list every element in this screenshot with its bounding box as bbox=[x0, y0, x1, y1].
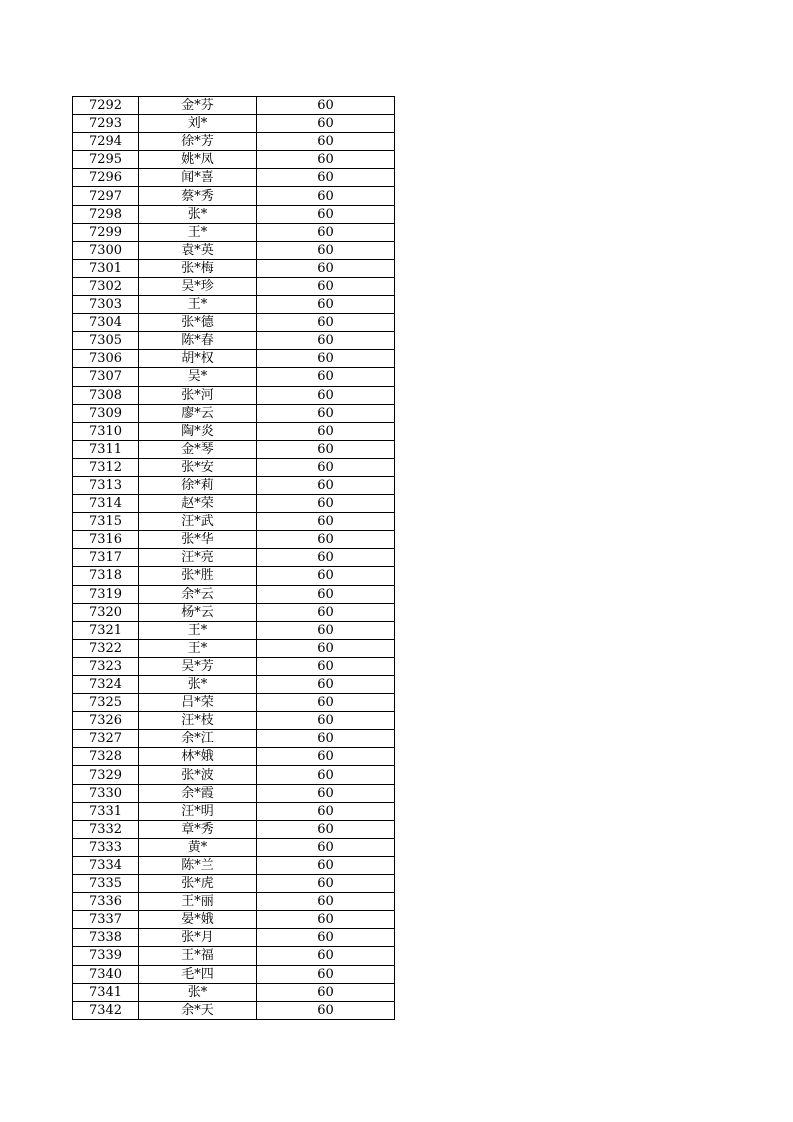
table-row bbox=[73, 766, 395, 784]
row-id-cell: 7321 bbox=[73, 621, 139, 639]
row-id-cell: 7296 bbox=[73, 169, 139, 187]
row-amount-cell: 60 bbox=[257, 115, 395, 133]
row-id-cell: 7317 bbox=[73, 549, 139, 567]
table-row bbox=[73, 856, 395, 874]
table-row bbox=[73, 549, 395, 567]
row-name-cell: 闻*喜 bbox=[139, 169, 257, 187]
table-row bbox=[73, 296, 395, 314]
table-row bbox=[73, 893, 395, 911]
row-id-cell: 7306 bbox=[73, 350, 139, 368]
table-row bbox=[73, 603, 395, 621]
row-amount-cell: 60 bbox=[257, 296, 395, 314]
row-amount-cell: 60 bbox=[257, 513, 395, 531]
table-row bbox=[73, 386, 395, 404]
row-name-cell: 章*秀 bbox=[139, 820, 257, 838]
row-name-cell: 王* bbox=[139, 223, 257, 241]
table-row bbox=[73, 639, 395, 657]
row-amount-cell: 60 bbox=[257, 404, 395, 422]
row-amount-cell: 60 bbox=[257, 1001, 395, 1019]
row-name-cell: 张*虎 bbox=[139, 875, 257, 893]
table-row bbox=[73, 440, 395, 458]
row-amount-cell: 60 bbox=[257, 241, 395, 259]
records-table-body bbox=[73, 97, 395, 1020]
row-amount-cell: 60 bbox=[257, 965, 395, 983]
row-id-cell: 7309 bbox=[73, 404, 139, 422]
table-row bbox=[73, 947, 395, 965]
row-name-cell: 金*琴 bbox=[139, 440, 257, 458]
row-id-cell: 7334 bbox=[73, 856, 139, 874]
row-name-cell: 张* bbox=[139, 983, 257, 1001]
row-amount-cell: 60 bbox=[257, 549, 395, 567]
row-name-cell: 王*福 bbox=[139, 947, 257, 965]
row-id-cell: 7339 bbox=[73, 947, 139, 965]
table-row bbox=[73, 458, 395, 476]
table-row bbox=[73, 223, 395, 241]
row-name-cell: 张*德 bbox=[139, 314, 257, 332]
row-name-cell: 余*云 bbox=[139, 585, 257, 603]
table-row bbox=[73, 332, 395, 350]
row-amount-cell: 60 bbox=[257, 712, 395, 730]
row-name-cell: 张* bbox=[139, 676, 257, 694]
row-amount-cell: 60 bbox=[257, 495, 395, 513]
row-name-cell: 汪*枝 bbox=[139, 712, 257, 730]
row-name-cell: 吕*荣 bbox=[139, 694, 257, 712]
row-id-cell: 7340 bbox=[73, 965, 139, 983]
row-id-cell: 7322 bbox=[73, 639, 139, 657]
row-id-cell: 7329 bbox=[73, 766, 139, 784]
row-amount-cell: 60 bbox=[257, 151, 395, 169]
table-row bbox=[73, 97, 395, 115]
row-amount-cell: 60 bbox=[257, 133, 395, 151]
row-amount-cell: 60 bbox=[257, 730, 395, 748]
row-name-cell: 袁*英 bbox=[139, 241, 257, 259]
row-amount-cell: 60 bbox=[257, 983, 395, 1001]
records-table bbox=[72, 96, 395, 1020]
row-amount-cell: 60 bbox=[257, 875, 395, 893]
table-row bbox=[73, 784, 395, 802]
row-name-cell: 余*江 bbox=[139, 730, 257, 748]
row-amount-cell: 60 bbox=[257, 621, 395, 639]
row-name-cell: 张*华 bbox=[139, 531, 257, 549]
row-id-cell: 7307 bbox=[73, 368, 139, 386]
table-row bbox=[73, 495, 395, 513]
row-name-cell: 胡*权 bbox=[139, 350, 257, 368]
row-amount-cell: 60 bbox=[257, 784, 395, 802]
row-name-cell: 王* bbox=[139, 639, 257, 657]
row-amount-cell: 60 bbox=[257, 838, 395, 856]
row-amount-cell: 60 bbox=[257, 187, 395, 205]
table-row bbox=[73, 368, 395, 386]
row-name-cell: 余*霞 bbox=[139, 784, 257, 802]
row-name-cell: 汪*武 bbox=[139, 513, 257, 531]
table-row bbox=[73, 657, 395, 675]
row-id-cell: 7323 bbox=[73, 657, 139, 675]
row-id-cell: 7327 bbox=[73, 730, 139, 748]
row-name-cell: 张* bbox=[139, 205, 257, 223]
row-id-cell: 7300 bbox=[73, 241, 139, 259]
row-name-cell: 张*月 bbox=[139, 929, 257, 947]
table-row bbox=[73, 314, 395, 332]
row-id-cell: 7312 bbox=[73, 458, 139, 476]
row-name-cell: 金*芬 bbox=[139, 97, 257, 115]
data-sheet bbox=[72, 96, 395, 1020]
row-id-cell: 7338 bbox=[73, 929, 139, 947]
row-name-cell: 杨*云 bbox=[139, 603, 257, 621]
row-name-cell: 赵*荣 bbox=[139, 495, 257, 513]
row-name-cell: 陈*兰 bbox=[139, 856, 257, 874]
row-id-cell: 7331 bbox=[73, 802, 139, 820]
row-id-cell: 7311 bbox=[73, 440, 139, 458]
row-name-cell: 张*波 bbox=[139, 766, 257, 784]
table-row bbox=[73, 350, 395, 368]
row-id-cell: 7301 bbox=[73, 259, 139, 277]
row-amount-cell: 60 bbox=[257, 476, 395, 494]
table-row bbox=[73, 983, 395, 1001]
row-amount-cell: 60 bbox=[257, 657, 395, 675]
row-id-cell: 7299 bbox=[73, 223, 139, 241]
row-amount-cell: 60 bbox=[257, 458, 395, 476]
table-row bbox=[73, 187, 395, 205]
table-row bbox=[73, 838, 395, 856]
row-amount-cell: 60 bbox=[257, 422, 395, 440]
row-id-cell: 7314 bbox=[73, 495, 139, 513]
row-amount-cell: 60 bbox=[257, 766, 395, 784]
row-id-cell: 7297 bbox=[73, 187, 139, 205]
row-id-cell: 7295 bbox=[73, 151, 139, 169]
row-amount-cell: 60 bbox=[257, 277, 395, 295]
table-row bbox=[73, 911, 395, 929]
row-id-cell: 7318 bbox=[73, 567, 139, 585]
row-amount-cell: 60 bbox=[257, 169, 395, 187]
row-id-cell: 7310 bbox=[73, 422, 139, 440]
row-id-cell: 7325 bbox=[73, 694, 139, 712]
table-row bbox=[73, 133, 395, 151]
row-amount-cell: 60 bbox=[257, 386, 395, 404]
row-name-cell: 张*梅 bbox=[139, 259, 257, 277]
row-id-cell: 7342 bbox=[73, 1001, 139, 1019]
table-row bbox=[73, 169, 395, 187]
row-amount-cell: 60 bbox=[257, 694, 395, 712]
row-amount-cell: 60 bbox=[257, 893, 395, 911]
row-id-cell: 7319 bbox=[73, 585, 139, 603]
row-amount-cell: 60 bbox=[257, 314, 395, 332]
row-name-cell: 黄* bbox=[139, 838, 257, 856]
row-name-cell: 吴* bbox=[139, 368, 257, 386]
table-row bbox=[73, 748, 395, 766]
row-id-cell: 7303 bbox=[73, 296, 139, 314]
row-name-cell: 徐*芳 bbox=[139, 133, 257, 151]
row-amount-cell: 60 bbox=[257, 639, 395, 657]
row-amount-cell: 60 bbox=[257, 368, 395, 386]
table-row bbox=[73, 730, 395, 748]
row-amount-cell: 60 bbox=[257, 440, 395, 458]
row-amount-cell: 60 bbox=[257, 259, 395, 277]
table-row bbox=[73, 205, 395, 223]
row-name-cell: 毛*四 bbox=[139, 965, 257, 983]
table-row bbox=[73, 422, 395, 440]
row-id-cell: 7313 bbox=[73, 476, 139, 494]
row-amount-cell: 60 bbox=[257, 676, 395, 694]
table-row bbox=[73, 676, 395, 694]
row-name-cell: 汪*亮 bbox=[139, 549, 257, 567]
row-name-cell: 晏*娥 bbox=[139, 911, 257, 929]
row-name-cell: 王* bbox=[139, 296, 257, 314]
row-id-cell: 7341 bbox=[73, 983, 139, 1001]
row-name-cell: 徐*莉 bbox=[139, 476, 257, 494]
row-amount-cell: 60 bbox=[257, 531, 395, 549]
table-row bbox=[73, 476, 395, 494]
row-id-cell: 7335 bbox=[73, 875, 139, 893]
row-id-cell: 7304 bbox=[73, 314, 139, 332]
table-row bbox=[73, 929, 395, 947]
row-amount-cell: 60 bbox=[257, 585, 395, 603]
row-id-cell: 7326 bbox=[73, 712, 139, 730]
row-amount-cell: 60 bbox=[257, 929, 395, 947]
row-amount-cell: 60 bbox=[257, 350, 395, 368]
row-name-cell: 余*天 bbox=[139, 1001, 257, 1019]
table-row bbox=[73, 259, 395, 277]
row-id-cell: 7324 bbox=[73, 676, 139, 694]
row-amount-cell: 60 bbox=[257, 856, 395, 874]
table-row bbox=[73, 151, 395, 169]
row-amount-cell: 60 bbox=[257, 97, 395, 115]
row-amount-cell: 60 bbox=[257, 947, 395, 965]
row-name-cell: 吴*珍 bbox=[139, 277, 257, 295]
row-amount-cell: 60 bbox=[257, 567, 395, 585]
row-id-cell: 7292 bbox=[73, 97, 139, 115]
table-row bbox=[73, 585, 395, 603]
row-id-cell: 7337 bbox=[73, 911, 139, 929]
table-row bbox=[73, 1001, 395, 1019]
row-name-cell: 王* bbox=[139, 621, 257, 639]
row-name-cell: 陶*炎 bbox=[139, 422, 257, 440]
row-name-cell: 汪*明 bbox=[139, 802, 257, 820]
row-id-cell: 7298 bbox=[73, 205, 139, 223]
row-id-cell: 7305 bbox=[73, 332, 139, 350]
row-amount-cell: 60 bbox=[257, 802, 395, 820]
row-name-cell: 廖*云 bbox=[139, 404, 257, 422]
table-row bbox=[73, 875, 395, 893]
table-row bbox=[73, 965, 395, 983]
row-name-cell: 姚*凤 bbox=[139, 151, 257, 169]
row-name-cell: 张*安 bbox=[139, 458, 257, 476]
row-amount-cell: 60 bbox=[257, 820, 395, 838]
row-id-cell: 7294 bbox=[73, 133, 139, 151]
row-id-cell: 7333 bbox=[73, 838, 139, 856]
row-name-cell: 林*娥 bbox=[139, 748, 257, 766]
row-name-cell: 张*胜 bbox=[139, 567, 257, 585]
row-id-cell: 7315 bbox=[73, 513, 139, 531]
row-id-cell: 7316 bbox=[73, 531, 139, 549]
row-name-cell: 刘* bbox=[139, 115, 257, 133]
row-amount-cell: 60 bbox=[257, 205, 395, 223]
table-row bbox=[73, 694, 395, 712]
row-id-cell: 7293 bbox=[73, 115, 139, 133]
row-id-cell: 7330 bbox=[73, 784, 139, 802]
row-name-cell: 蔡*秀 bbox=[139, 187, 257, 205]
table-row bbox=[73, 513, 395, 531]
row-name-cell: 张*河 bbox=[139, 386, 257, 404]
table-row bbox=[73, 567, 395, 585]
table-row bbox=[73, 404, 395, 422]
row-id-cell: 7336 bbox=[73, 893, 139, 911]
row-name-cell: 吴*芳 bbox=[139, 657, 257, 675]
row-amount-cell: 60 bbox=[257, 223, 395, 241]
row-id-cell: 7308 bbox=[73, 386, 139, 404]
table-row bbox=[73, 531, 395, 549]
row-id-cell: 7332 bbox=[73, 820, 139, 838]
table-row bbox=[73, 712, 395, 730]
row-amount-cell: 60 bbox=[257, 332, 395, 350]
row-id-cell: 7320 bbox=[73, 603, 139, 621]
table-row bbox=[73, 802, 395, 820]
row-name-cell: 王*丽 bbox=[139, 893, 257, 911]
table-row bbox=[73, 621, 395, 639]
row-id-cell: 7328 bbox=[73, 748, 139, 766]
row-amount-cell: 60 bbox=[257, 748, 395, 766]
row-name-cell: 陈*春 bbox=[139, 332, 257, 350]
row-amount-cell: 60 bbox=[257, 603, 395, 621]
table-row bbox=[73, 277, 395, 295]
row-id-cell: 7302 bbox=[73, 277, 139, 295]
row-amount-cell: 60 bbox=[257, 911, 395, 929]
table-row bbox=[73, 115, 395, 133]
table-row bbox=[73, 241, 395, 259]
table-row bbox=[73, 820, 395, 838]
